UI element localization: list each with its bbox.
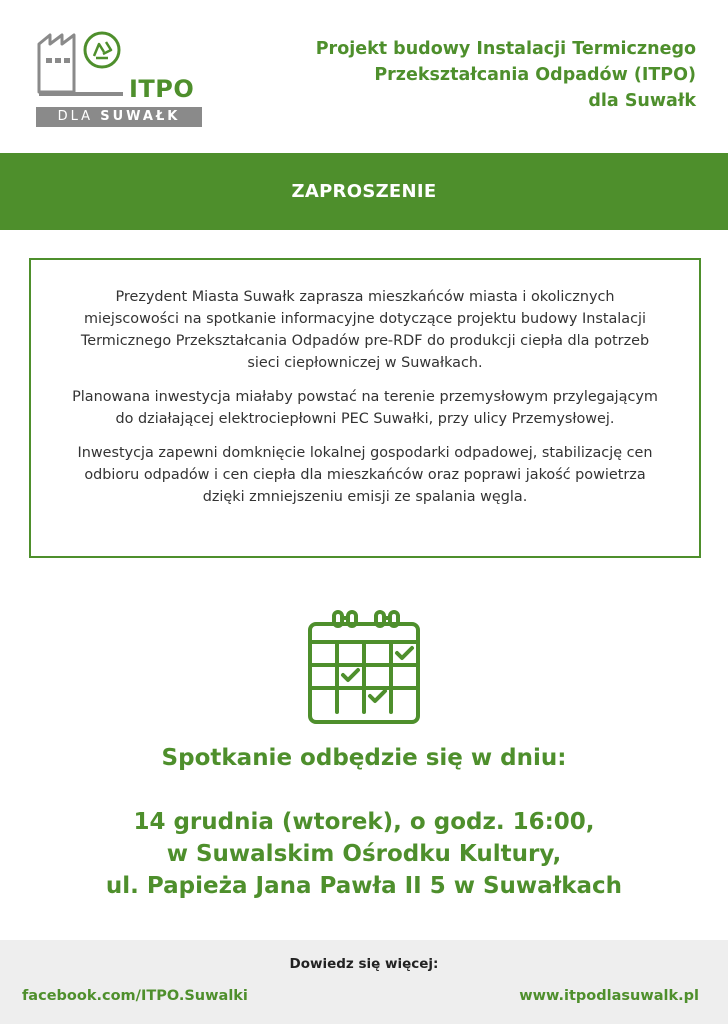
- itpo-logo: [36, 30, 206, 130]
- event-details: [0, 806, 728, 902]
- calendar-check-icon: [306, 608, 422, 726]
- header-title-line: dla Suwałk: [588, 91, 696, 111]
- footer-more-label: Dowiedz się więcej:: [289, 956, 439, 972]
- info-paragraph: Planowana inwestycja miałaby powstać na terenie przemysłowym przylegającym do działającej elektrociepłowni PEC Suwałki, przy ulicy Przemysłowej.: [72, 389, 658, 427]
- info-paragraph: Prezydent Miasta Suwałk zaprasza mieszkańców miasta i okolicznych miejscowości na spotkanie informacyjne dotyczące projektu budowy Instalacji Termicznego Przekształcania Odpadów pre-RDF do produkcji ciepła dla potrzeb sieci ciepłowniczej w Suwałkach.: [80, 289, 650, 371]
- calendar-icon-wrapper: [306, 608, 422, 726]
- header-title: [236, 36, 696, 114]
- logo-band-bold: SUWAŁK: [100, 109, 181, 124]
- event-date: 14 grudnia (wtorek), o godz. 16:00,: [133, 809, 595, 835]
- invitation-banner: [0, 153, 728, 230]
- info-box: [29, 258, 701, 558]
- header-title-line: Projekt budowy Instalacji Termicznego: [315, 39, 696, 59]
- logo-name: ITPO: [129, 75, 195, 103]
- header-title-line: Przekształcania Odpadów (ITPO): [374, 65, 696, 85]
- event-address: ul. Papieża Jana Pawła II 5 w Suwałkach: [105, 873, 623, 899]
- info-paragraph: Inwestycja zapewni domknięcie lokalnej gospodarki odpadowej, stabilizację cen odbioru odpadów i cen ciepła dla mieszkańców oraz poprawi jakość powietrza dzięki zmniejszeniu emisji ze spalania węgla.: [77, 445, 653, 505]
- banner-title: ZAPROSZENIE: [291, 181, 437, 202]
- event-venue: w Suwalskim Ośrodku Kultury,: [166, 841, 562, 867]
- website-link[interactable]: www.itpodlasuwalk.pl: [519, 988, 699, 1004]
- footer: [0, 940, 728, 1024]
- facebook-link[interactable]: facebook.com/ITPO.Suwalki: [22, 988, 248, 1004]
- event-lead: Spotkanie odbędzie się w dniu:: [161, 745, 567, 771]
- logo-band-light: DLA: [57, 109, 94, 124]
- logo-band: [36, 107, 202, 127]
- factory-recycle-icon: [36, 30, 136, 106]
